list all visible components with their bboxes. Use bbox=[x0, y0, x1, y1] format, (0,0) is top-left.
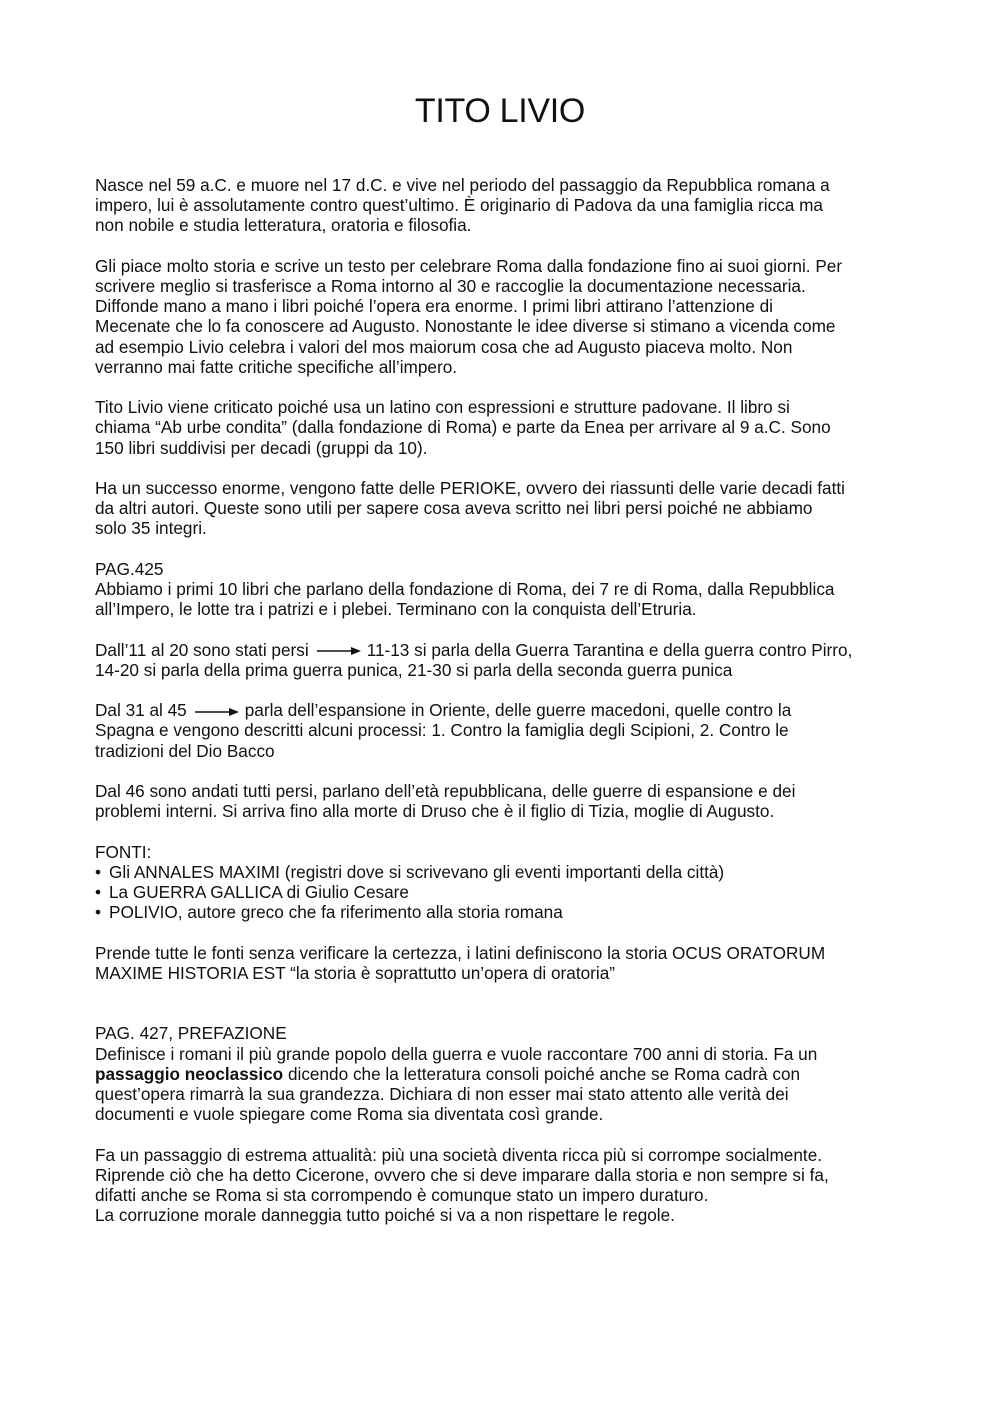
list-item-text: La GUERRA GALLICA di Giulio Cesare bbox=[109, 881, 409, 902]
document-body bbox=[95, 175, 915, 1246]
text-line: Tito Livio viene criticato poiché usa un latino con espressioni e strutture padovane. Il libro si bbox=[95, 397, 790, 418]
paragraph-books-31-45 bbox=[95, 700, 915, 761]
text-line: Nasce nel 59 a.C. e muore nel 17 d.C. e vive nel periodo del passaggio da Repubblica romana a bbox=[95, 175, 830, 195]
text-line: ad esempio Livio celebra i valori del mos maiorum cosa che ad Augusto piaceva molto. Non bbox=[95, 336, 793, 357]
text-line: problemi interni. Si arriva fino alla morte di Druso che è il figlio di Tizia, moglie di Augusto. bbox=[95, 801, 775, 822]
text-segment: 11-13 si parla della Guerra Tarantina e della guerra contro Pirro, bbox=[366, 639, 853, 660]
text-line: Abbiamo i primi 10 libri che parlano della fondazione di Roma, dei 7 re di Roma, dalla Repubblica bbox=[95, 579, 835, 599]
text-segment: Dal 31 al 45 bbox=[95, 700, 187, 721]
text-line: MAXIME HISTORIA EST “la storia è soprattutto un’opera di oratoria” bbox=[95, 962, 615, 983]
paragraph-oratoria bbox=[95, 943, 915, 983]
section-heading: FONTI: bbox=[95, 841, 152, 862]
paragraph-work bbox=[95, 256, 915, 377]
text-line bbox=[95, 700, 915, 720]
paragraph-fonti bbox=[95, 842, 915, 923]
text-line: 150 libri suddivisi per decadi (gruppi da 10). bbox=[95, 437, 428, 458]
paragraph-pag-425 bbox=[95, 559, 915, 620]
text-line: Definisce i romani il più grande popolo della guerra e vuole raccontare 700 anni di storia. Fa un bbox=[95, 1043, 818, 1064]
text-line: Prende tutte le fonti senza verificare la certezza, i latini definiscono la storia OCUS ORATORUM bbox=[95, 942, 826, 963]
bullet-icon: • bbox=[95, 861, 102, 882]
paragraph-books-46 bbox=[95, 781, 915, 821]
text-line: Riprende ciò che ha detto Cicerone, ovvero che si deve imparare dalla storia e non sempre si fa, bbox=[95, 1164, 829, 1185]
list-item bbox=[95, 882, 915, 902]
text-line: Fa un passaggio di estrema attualità: più una società diventa ricca più si corrompe socialmente. bbox=[95, 1144, 823, 1165]
text-line: da altri autori. Queste sono utili per sapere cosa aveva scritto nei libri persi poiché ne abbiamo bbox=[95, 498, 813, 519]
text-line: quest’opera rimarrà la sua grandezza. Dichiara di non esser mai stato attento alle verità dei bbox=[95, 1083, 789, 1104]
text-line: Mecenate che lo fa conoscere ad Augusto. Nonostante le idee diverse si stimano a vicenda come bbox=[95, 316, 836, 337]
list-item-text: POLIVIO, autore greco che fa riferimento alla storia romana bbox=[109, 902, 563, 923]
text-line: Gli piace molto storia e scrive un testo per celebrare Roma dalla fondazione fino ai suoi giorni. Per bbox=[95, 255, 843, 276]
section-heading: PAG. 427, PREFAZIONE bbox=[95, 1023, 287, 1044]
text-line: Diffonde mano a mano i libri poiché l’opera era enorme. I primi libri attirano l’attenzione di bbox=[95, 296, 773, 317]
paragraph-biography bbox=[95, 175, 915, 236]
text-line: all’Impero, le lotte tra i patrizi e i plebei. Terminano con la conquista dell’Etruria. bbox=[95, 599, 697, 620]
section-heading: PAG.425 bbox=[95, 558, 164, 579]
paragraph-criticism bbox=[95, 397, 915, 458]
text-line bbox=[95, 1064, 915, 1084]
text-line: impero, lui è assolutamente contro quest’ultimo. È originario di Padova da una famiglia ricca ma bbox=[95, 195, 823, 216]
paragraph-prefazione bbox=[95, 1023, 915, 1124]
text-line: Dal 46 sono andati tutti persi, parlano dell’età repubblicana, delle guerre di espansione e dei bbox=[95, 780, 796, 801]
list-item bbox=[95, 862, 915, 882]
text-line: difatti anche se Roma si sta corrompendo è comunque stato un impero duraturo. bbox=[95, 1184, 709, 1205]
text-line: Ha un successo enorme, vengono fatte delle PERIOKE, ovvero dei riassunti delle varie decadi fatti bbox=[95, 478, 845, 498]
text-line: Spagna e vengono descritti alcuni processi: 1. Contro la famiglia degli Scipioni, 2. Contro le bbox=[95, 720, 789, 741]
arrow-right-icon bbox=[195, 707, 239, 717]
document-title: TITO LIVIO bbox=[414, 92, 586, 130]
text-line: solo 35 integri. bbox=[95, 518, 207, 539]
arrow-right-icon bbox=[317, 646, 361, 656]
text-line: non nobile e studia letteratura, oratoria e filosofia. bbox=[95, 215, 472, 236]
text-line: verranno mai fatte critiche specifiche all’impero. bbox=[95, 356, 458, 377]
text-segment: Dall’11 al 20 sono stati persi bbox=[95, 639, 309, 660]
text-line: tradizioni del Dio Bacco bbox=[95, 740, 275, 761]
text-line: chiama “Ab urbe condita” (dalla fondazione di Roma) e parte da Enea per arrivare al 9 a.C. Sono bbox=[95, 417, 831, 438]
list-item-text: Gli ANNALES MAXIMI (registri dove si scrivevano gli eventi importanti della città) bbox=[109, 861, 725, 882]
paragraph-perioke bbox=[95, 478, 915, 539]
bullet-icon: • bbox=[95, 881, 102, 902]
text-segment: dicendo che la letteratura consoli poiché anche se Roma cadrà con bbox=[283, 1063, 801, 1084]
paragraph-books-11-20 bbox=[95, 640, 915, 680]
bullet-icon: • bbox=[95, 902, 102, 923]
list-item bbox=[95, 902, 915, 922]
bold-text: passaggio neoclassico bbox=[95, 1063, 284, 1084]
text-segment: parla dell’espansione in Oriente, delle guerre macedoni, quelle contro la bbox=[244, 700, 792, 721]
text-line: La corruzione morale danneggia tutto poiché si va a non rispettare le regole. bbox=[95, 1205, 675, 1226]
text-line: documenti e vuole spiegare come Roma sia diventata così grande. bbox=[95, 1104, 604, 1125]
text-line: scrivere meglio si trasferisce a Roma intorno al 30 e raccoglie la documentazione necessaria. bbox=[95, 276, 806, 296]
sources-list bbox=[95, 862, 915, 923]
paragraph-attualita bbox=[95, 1145, 915, 1226]
text-line bbox=[95, 640, 915, 660]
text-line: 14-20 si parla della prima guerra punica, 21-30 si parla della seconda guerra punica bbox=[95, 659, 733, 680]
